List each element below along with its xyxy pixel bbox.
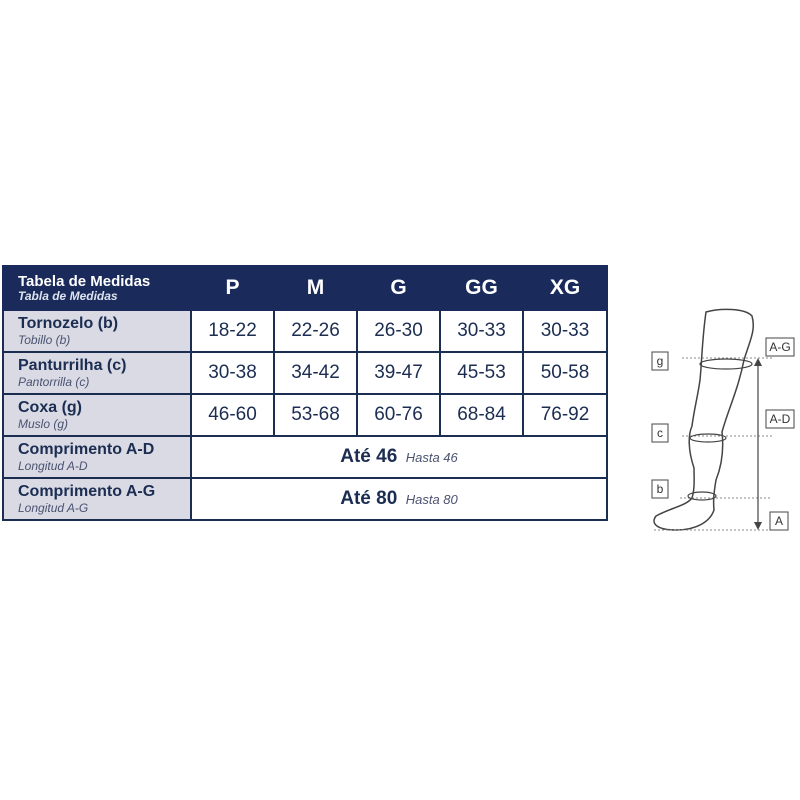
table-title-pt: Tabela de Medidas <box>18 273 151 290</box>
table-row-thigh <box>3 394 607 436</box>
size-header-p: P <box>191 266 274 310</box>
row-label-es: Tobillo (b) <box>18 333 71 347</box>
marker-b-label: b <box>656 482 664 496</box>
row-label <box>3 478 191 520</box>
span-value-es: Hasta 46 <box>405 450 458 465</box>
table-cell: 26-30 <box>357 310 440 352</box>
table-cell: 30-33 <box>440 310 523 352</box>
table-cell: 30-33 <box>523 310 607 352</box>
row-label <box>3 436 191 478</box>
row-label <box>3 310 191 352</box>
table-row-calf <box>3 352 607 394</box>
row-label-es: Pantorrilla (c) <box>18 375 90 389</box>
row-label-pt: Comprimento A-G <box>18 483 156 500</box>
marker-c-label: c <box>657 426 663 440</box>
table-cell: 18-22 <box>191 310 274 352</box>
marker-b <box>652 480 668 498</box>
row-label-pt: Comprimento A-D <box>18 441 155 458</box>
marker-a-label: A <box>774 514 784 528</box>
table-title-es: Tabla de Medidas <box>18 289 118 303</box>
table-cell: 39-47 <box>357 352 440 394</box>
row-label-pt: Panturrilha (c) <box>18 357 127 374</box>
row-label-es: Longitud A-D <box>18 459 88 473</box>
row-label-pt: Coxa (g) <box>18 399 82 416</box>
span-value-es: Hasta 80 <box>405 492 458 507</box>
table-cell: 46-60 <box>191 394 274 436</box>
leg-outline <box>654 309 753 530</box>
table-cell: 50-58 <box>523 352 607 394</box>
leg-measurement-diagram <box>640 300 800 540</box>
table-header-row <box>3 266 607 310</box>
table-row-length-ag <box>3 478 607 520</box>
marker-ad-label: A-D <box>769 412 791 426</box>
row-label-es: Muslo (g) <box>18 417 69 431</box>
marker-g <box>652 352 668 370</box>
row-label <box>3 394 191 436</box>
span-cell <box>191 436 607 478</box>
marker-a <box>770 512 788 530</box>
table-title <box>3 266 191 310</box>
table-cell: 34-42 <box>274 352 357 394</box>
table-cell: 68-84 <box>440 394 523 436</box>
row-label <box>3 352 191 394</box>
row-label-pt: Tornozelo (b) <box>18 315 119 332</box>
row-label-es: Longitud A-G <box>18 501 89 515</box>
size-table <box>2 265 608 521</box>
table-cell: 76-92 <box>523 394 607 436</box>
table-cell: 45-53 <box>440 352 523 394</box>
marker-ag-label: A-G <box>769 340 791 354</box>
size-header-m: M <box>274 266 357 310</box>
table-cell: 22-26 <box>274 310 357 352</box>
span-value-pt: Até 46 <box>340 446 398 467</box>
table-cell: 30-38 <box>191 352 274 394</box>
span-cell <box>191 478 607 520</box>
span-value-pt: Até 80 <box>340 488 398 509</box>
marker-g-label: g <box>656 354 664 368</box>
table-row-length-ad <box>3 436 607 478</box>
table-row-ankle <box>3 310 607 352</box>
table-cell: 53-68 <box>274 394 357 436</box>
marker-c <box>652 424 668 442</box>
size-header-gg: GG <box>440 266 523 310</box>
size-header-xg: XG <box>523 266 607 310</box>
size-header-g: G <box>357 266 440 310</box>
marker-ad <box>766 410 794 428</box>
marker-ag <box>766 338 794 356</box>
table-cell: 60-76 <box>357 394 440 436</box>
